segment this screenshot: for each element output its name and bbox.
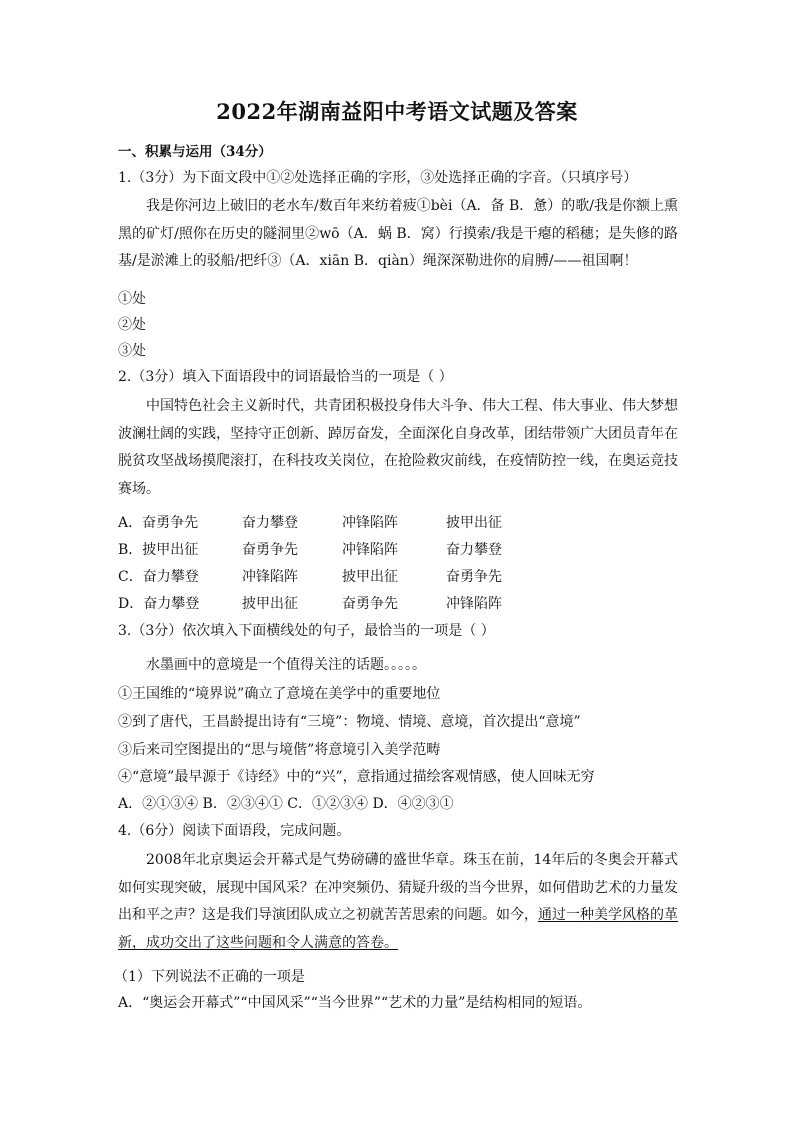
q2-option-c — [118, 566, 536, 586]
option-cell: 冲锋陷阵 — [342, 515, 398, 531]
q3-item-4: ④“意境”最早源于《诗经》中的“兴”，意指通过描绘客观情感，使人回味无穷 — [118, 769, 595, 785]
option-cell: 奋力攀登 — [446, 542, 502, 558]
q4-stem: 4.（6分）阅读下面语段，完成问题。 — [118, 823, 351, 839]
q3-options: A．②①③④ B．②③④① C．①②③④ D．④②③① — [118, 796, 454, 812]
section-heading: 一、积累与运用（34分） — [118, 144, 272, 160]
q1-blank-3: ③处 — [118, 343, 146, 359]
page-title: 2022年湖南益阳中考语文试题及答案 — [216, 99, 578, 124]
q3-item-3: ③后来司空图提出的“思与境偕”将意境引入美学范畴 — [118, 742, 441, 758]
q1-blank-1: ①处 — [118, 291, 146, 307]
q1-stem: 1.（3分）为下面文段中①②处选择正确的字形，③处选择正确的字音。（只填序号） — [118, 170, 638, 186]
option-cell: 冲锋陷阵 — [446, 596, 502, 612]
q3-item-2: ②到了唐代，王昌龄提出诗有“三境”：物境、情境、意境，首次提出“意境” — [118, 714, 581, 730]
q3-item-1: ①王国维的“境界说”确立了意境在美学中的重要地位 — [118, 686, 441, 702]
q4-passage-text: 2008年北京奥运会开幕式是气势磅礴的盛世华章。珠玉在前，14年后的冬奥会开幕式如何实现突破，展现中国风采？在冲突频仍、猜疑升级的当今世界，如何借助艺术的力量发出和平之声？这是我们导演团队成立之初就苦苦思索的问题。如今， — [118, 852, 678, 923]
option-cell: 冲锋陷阵 — [342, 542, 398, 558]
q2-stem: 2.（3分）填入下面语段中的词语最恰当的一项是（ ） — [118, 369, 453, 385]
q2-option-a — [118, 512, 536, 532]
option-cell: A．奋勇争先 — [118, 515, 199, 531]
option-cell: 奋勇争先 — [342, 596, 398, 612]
option-cell: 披甲出征 — [446, 515, 502, 531]
q1-passage: 我是你河边上破旧的老水车/数百年来纺着疲①bèi（A．备 B．惫）的歌/我是你额上熏黑的矿灯/照你在历史的隧洞里②wō（A．蜗 B．窝）行摸索/我是干瘪的稻穗；是失修的路基/是淤滩上的驳船/把纤③（A．xiān B．qiàn）绳深深勒进你的肩膊/——祖国啊！ — [118, 198, 679, 269]
option-cell: 奋力攀登 — [242, 515, 298, 531]
option-cell: 奋勇争先 — [242, 542, 298, 558]
q4-underlined-sentence: 通过一种美学风格的革新，成功交出了这些问题和令人满意的答卷。 — [118, 907, 678, 951]
q2-option-d — [118, 593, 536, 613]
option-cell: 奋勇争先 — [446, 569, 502, 585]
q4-passage — [118, 847, 678, 957]
q3-stem: 3.（3分）依次填入下面横线处的句子，最恰当的一项是（ ） — [118, 623, 495, 639]
q3-passage: 水墨画中的意境是一个值得关注的话题。。。。。 — [146, 657, 426, 673]
q2-option-b — [118, 539, 536, 559]
option-cell: 披甲出征 — [242, 596, 298, 612]
option-cell: 披甲出征 — [342, 569, 398, 585]
q2-passage: 中国特色社会主义新时代，共青团积极投身伟大斗争、伟大工程、伟大事业、伟大梦想波澜壮阔的实践，坚持守正创新、踔厉奋发，全面深化自身改革，团结带领广大团员青年在脱贫攻坚战场摸爬滚打，在科技攻关岗位，在抢险救灾前线，在疫情防控一线，在奥运竞技赛场。 — [118, 398, 678, 497]
q4-sub1-option-a: A．“奥运会开幕式”“中国风采”“当今世界”“艺术的力量”是结构相同的短语。 — [118, 995, 592, 1011]
option-cell: C．奋力攀登 — [118, 569, 199, 585]
option-cell: B．披甲出征 — [118, 542, 199, 558]
q4-sub1-stem: （1）下列说法不正确的一项是 — [114, 969, 305, 985]
option-cell: D．奋力攀登 — [118, 596, 200, 612]
q1-blank-2: ②处 — [118, 317, 146, 333]
option-cell: 冲锋陷阵 — [242, 569, 298, 585]
